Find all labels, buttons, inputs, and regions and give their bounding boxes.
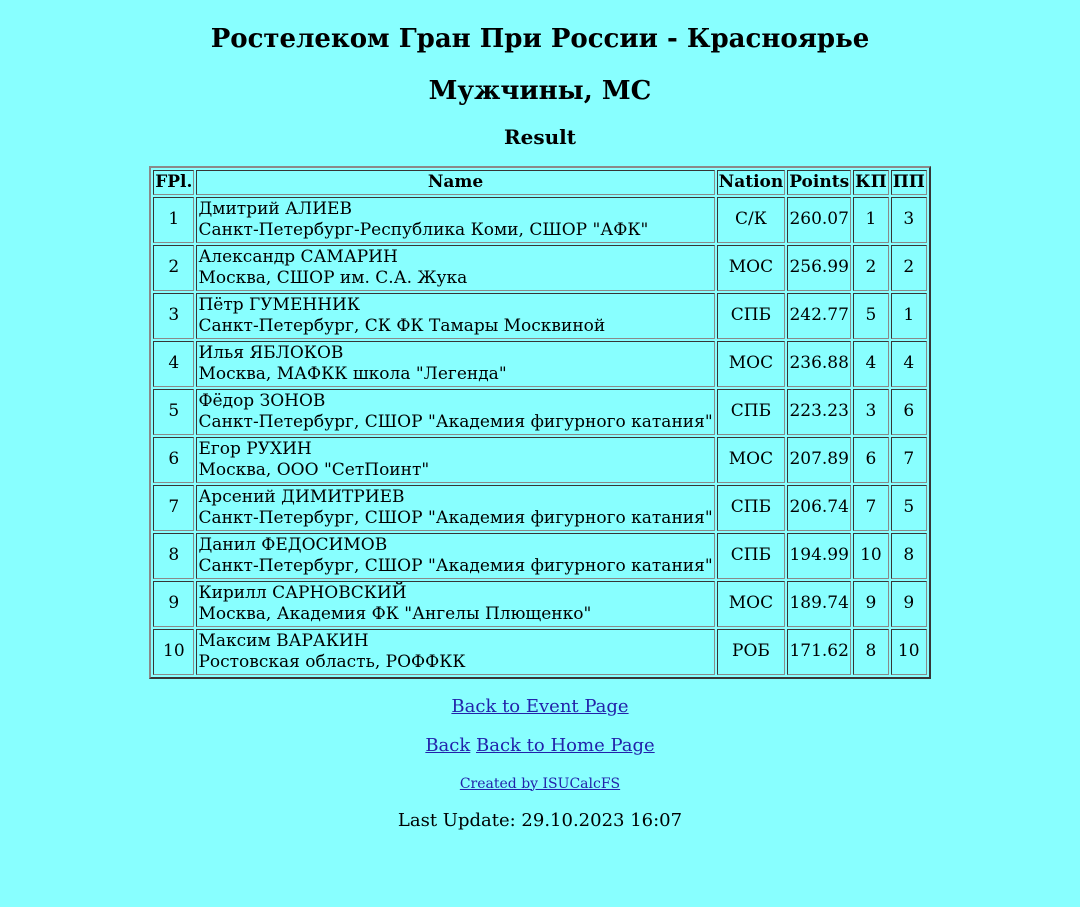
back-to-home-page-link[interactable]: Back to Home Page [476,734,655,756]
skater-name: Дмитрий АЛИЕВ [198,199,352,219]
skater-name: Фёдор ЗОНОВ [198,391,326,411]
points-cell: 236.88 [787,341,851,387]
header-name: Name [196,170,714,195]
table-row [153,629,927,675]
nation-cell: СПБ [717,485,786,531]
header-points: Points [787,170,851,195]
name-cell [196,581,714,627]
table-row [153,341,927,387]
fs-rank-cell: 3 [891,197,927,243]
skater-club: Санкт-Петербург, СК ФК Тамары Москвиной [198,315,606,336]
points-cell: 256.99 [787,245,851,291]
fs-rank-cell: 4 [891,341,927,387]
fs-rank-cell: 6 [891,389,927,435]
points-cell: 206.74 [787,485,851,531]
points-cell: 260.07 [787,197,851,243]
rank-cell: 10 [153,629,194,675]
fs-rank-cell: 2 [891,245,927,291]
sp-rank-cell: 2 [853,245,889,291]
sp-rank-cell: 8 [853,629,889,675]
sp-rank-cell: 3 [853,389,889,435]
skater-name: Егор РУХИН [198,439,312,459]
rank-cell: 6 [153,437,194,483]
skater-club: Москва, СШОР им. С.А. Жука [198,267,468,288]
results-table [149,166,931,679]
fs-rank-cell: 9 [891,581,927,627]
points-cell: 194.99 [787,533,851,579]
nation-cell: С/К [717,197,786,243]
skater-club: Москва, ООО "СетПоинт" [198,459,430,480]
skater-name: Кирилл САРНОВСКИЙ [198,583,407,603]
sp-rank-cell: 6 [853,437,889,483]
nation-cell: СПБ [717,293,786,339]
nation-cell: МОС [717,581,786,627]
points-cell: 242.77 [787,293,851,339]
name-cell [196,437,714,483]
table-row [153,389,927,435]
header-sp: КП [853,170,889,195]
fs-rank-cell: 8 [891,533,927,579]
rank-cell: 9 [153,581,194,627]
sp-rank-cell: 9 [853,581,889,627]
skater-club: Москва, Академия ФК "Ангелы Плющенко" [198,603,592,624]
table-row [153,245,927,291]
header-fs: ПП [891,170,927,195]
rank-cell: 7 [153,485,194,531]
back-to-event-page-link[interactable]: Back to Event Page [451,695,629,717]
event-title: Ростелеком Гран При России - Красноярье [210,24,870,54]
points-cell: 171.62 [787,629,851,675]
event-link-row [0,695,1080,719]
sp-rank-cell: 7 [853,485,889,531]
sp-rank-cell: 5 [853,293,889,339]
rank-cell: 8 [153,533,194,579]
points-cell: 189.74 [787,581,851,627]
segment-title: Result [504,125,576,149]
nation-cell: РОБ [717,629,786,675]
name-cell [196,293,714,339]
skater-club: Санкт-Петербург, СШОР "Академия фигурного катания" [198,507,713,528]
nation-cell: МОС [717,341,786,387]
last-update-text: Last Update: 29.10.2023 16:07 [397,809,683,831]
category-title: Мужчины, МС [428,76,652,106]
nation-cell: СПБ [717,389,786,435]
name-cell [196,197,714,243]
points-cell: 207.89 [787,437,851,483]
table-row [153,293,927,339]
table-row [153,485,927,531]
sp-rank-cell: 4 [853,341,889,387]
name-cell [196,389,714,435]
created-by-link[interactable]: Created by ISUCalcFS [459,775,621,792]
navigation-link-row [0,734,1080,758]
table-row [153,197,927,243]
rank-cell: 2 [153,245,194,291]
skater-club: Санкт-Петербург, СШОР "Академия фигурного катания" [198,555,713,576]
footer-links [0,695,1080,796]
skater-name: Пётр ГУМЕННИК [198,295,361,315]
header-nation: Nation [717,170,786,195]
points-cell: 223.23 [787,389,851,435]
fs-rank-cell: 1 [891,293,927,339]
skater-name: Арсений ДИМИТРИЕВ [198,487,405,507]
skater-name: Илья ЯБЛОКОВ [198,343,344,363]
name-cell [196,245,714,291]
sp-rank-cell: 10 [853,533,889,579]
rank-cell: 5 [153,389,194,435]
back-link[interactable]: Back [425,734,471,756]
table-row [153,581,927,627]
fs-rank-cell: 7 [891,437,927,483]
skater-club: Санкт-Петербург, СШОР "Академия фигурного катания" [198,411,713,432]
name-cell [196,533,714,579]
fs-rank-cell: 5 [891,485,927,531]
rank-cell: 4 [153,341,194,387]
credit-link-row [0,772,1080,796]
table-row [153,437,927,483]
sp-rank-cell: 1 [853,197,889,243]
table-header-row [153,170,927,195]
skater-name: Александр САМАРИН [198,247,398,267]
skater-club: Санкт-Петербург-Республика Коми, СШОР "АФК" [198,219,649,240]
table-row [153,533,927,579]
name-cell [196,629,714,675]
skater-club: Ростовская область, РОФФКК [198,651,466,672]
skater-name: Данил ФЕДОСИМОВ [198,535,388,555]
rank-cell: 3 [153,293,194,339]
nation-cell: СПБ [717,533,786,579]
name-cell [196,485,714,531]
skater-club: Москва, МАФКК школа "Легенда" [198,363,507,384]
fs-rank-cell: 10 [891,629,927,675]
nation-cell: МОС [717,437,786,483]
name-cell [196,341,714,387]
header-rank: FPl. [153,170,194,195]
skater-name: Максим ВАРАКИН [198,631,369,651]
rank-cell: 1 [153,197,194,243]
nation-cell: МОС [717,245,786,291]
